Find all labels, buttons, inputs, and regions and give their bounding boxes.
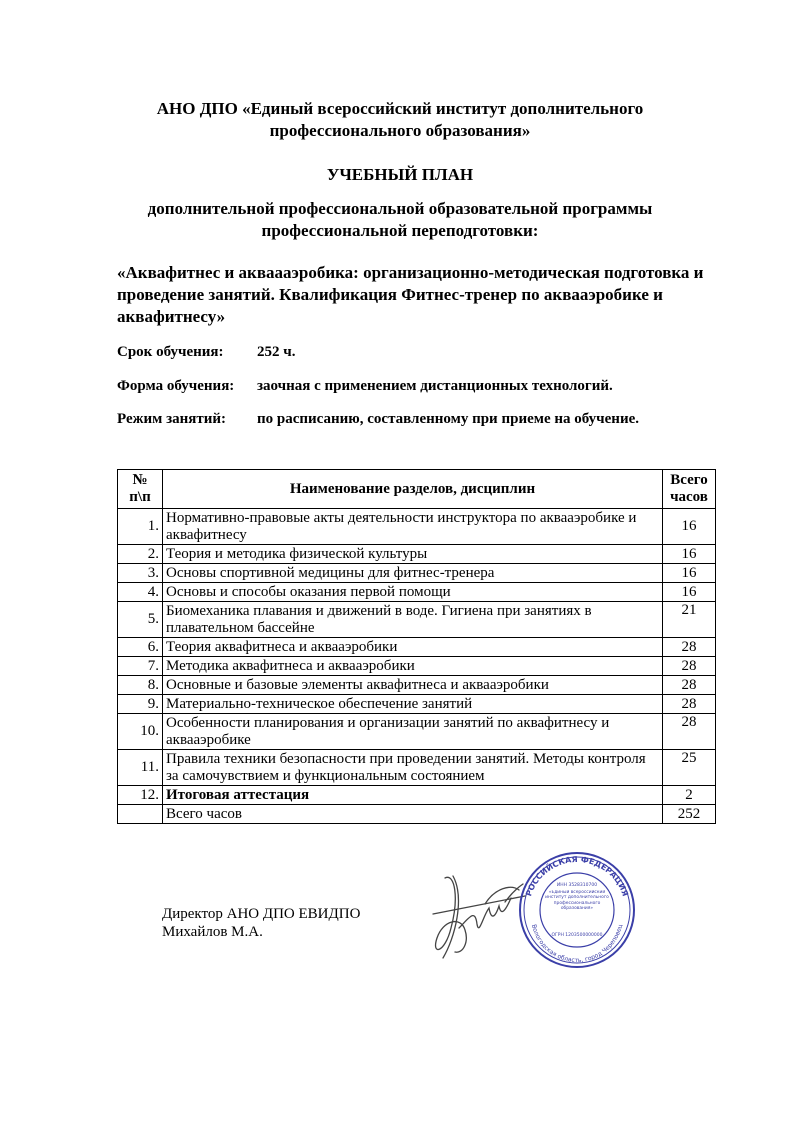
curriculum-table [117, 469, 716, 824]
table-row [118, 657, 716, 676]
row-hours: 252 [663, 805, 716, 824]
row-hours: 16 [663, 509, 716, 545]
signer-position: Директор АНО ДПО ЕВИДПО [162, 906, 361, 922]
mode-value: по расписанию, составленному при приеме на обучение. [257, 411, 639, 427]
org-line-2: профессионального образования» [269, 121, 531, 140]
term-value: 252 ч. [257, 344, 296, 360]
signer-block [162, 905, 360, 941]
row-discipline: Основные и базовые элементы аквафитнеса и аквааэробики [163, 676, 663, 695]
document-title: УЧЕБНЫЙ ПЛАН [326, 165, 474, 184]
row-number: 7. [118, 657, 163, 676]
row-number: 9. [118, 695, 163, 714]
row-hours: 16 [663, 583, 716, 602]
form-value: заочная с применением дистанционных технологий. [257, 378, 613, 394]
row-discipline: Теория и методика физической культуры [163, 545, 663, 564]
stamp-top-text: РОССИЙСКАЯ ФЕДЕРАЦИЯ [524, 854, 630, 898]
table-row [118, 602, 716, 638]
row-number: 6. [118, 638, 163, 657]
row-discipline: Нормативно-правовые акты деятельности инструктора по аквааэробике и аквафитнесу [163, 509, 663, 545]
table-row [118, 545, 716, 564]
row-discipline: Теория аквафитнеса и аквааэробики [163, 638, 663, 657]
row-discipline: Материально-техническое обеспечение занятий [163, 695, 663, 714]
row-number: 4. [118, 583, 163, 602]
organization-name [100, 98, 700, 142]
row-number: 11. [118, 750, 163, 786]
row-discipline: Всего часов [163, 805, 663, 824]
row-discipline: Биомеханика плавания и движений в воде. Гигиена при занятиях в плавательном бассейне [163, 602, 663, 638]
form-label: Форма обучения: [117, 378, 235, 394]
table-row [118, 583, 716, 602]
row-discipline: Итоговая аттестация [163, 786, 663, 805]
official-stamp [517, 850, 637, 970]
row-number: 1. [118, 509, 163, 545]
table-row [118, 564, 716, 583]
meta-form [117, 378, 613, 395]
table-row [118, 676, 716, 695]
org-line-1: АНО ДПО «Единый всероссийский институт дополнительного [156, 99, 644, 118]
meta-mode [117, 411, 639, 428]
svg-text:Вологодская область, город Чер [530, 924, 624, 964]
row-hours: 28 [663, 714, 716, 750]
table-row [118, 509, 716, 545]
row-hours: 16 [663, 545, 716, 564]
mode-label: Режим занятий: [117, 411, 227, 427]
stamp-inn: ИНН 3528310700 [556, 883, 598, 888]
stamp-bottom-text: Вологодская область, город Череповец [529, 923, 625, 965]
row-number: 3. [118, 564, 163, 583]
row-number: 5. [118, 602, 163, 638]
table-row [118, 750, 716, 786]
table-row [118, 805, 716, 824]
header-hours: Всего часов [663, 470, 716, 509]
signer-name: Михайлов М.А. [162, 924, 263, 940]
row-number: 10. [118, 714, 163, 750]
row-hours: 28 [663, 657, 716, 676]
row-discipline: Особенности планирования и организации занятий по аквафитнесу и аквааэробике [163, 714, 663, 750]
subtitle-line-2: профессиональной переподготовки: [261, 221, 539, 240]
document-subtitle [70, 198, 730, 242]
row-discipline: Основы и способы оказания первой помощи [163, 583, 663, 602]
row-discipline: Основы спортивной медицины для фитнес-тренера [163, 564, 663, 583]
table-header-row [118, 470, 716, 509]
row-hours: 25 [663, 750, 716, 786]
stamp-ogrn: ОГРН 1203500000000 [551, 933, 603, 938]
row-discipline: Методика аквафитнеса и аквааэробики [163, 657, 663, 676]
row-hours: 28 [663, 695, 716, 714]
program-title: «Аквафитнес и акваааэробика: организационно-методическая подготовка и проведение занятий. Квалификация Фитнес-тренер по аквааэробике и аквафитнесу» [117, 263, 704, 326]
table-row [118, 638, 716, 657]
meta-term [117, 344, 296, 361]
row-number [118, 805, 163, 824]
table-row [118, 714, 716, 750]
row-hours: 2 [663, 786, 716, 805]
row-number: 8. [118, 676, 163, 695]
header-num: № п\п [118, 470, 163, 509]
stamp-center-text: «Единый всероссийский институт дополнительного профессионального образования» [545, 890, 609, 912]
row-hours: 28 [663, 676, 716, 695]
row-hours: 21 [663, 602, 716, 638]
term-label: Срок обучения: [117, 344, 224, 360]
table-row [118, 786, 716, 805]
row-number: 12. [118, 786, 163, 805]
subtitle-line-1: дополнительной профессиональной образовательной программы [147, 199, 653, 218]
table-row [118, 695, 716, 714]
row-hours: 28 [663, 638, 716, 657]
row-number: 2. [118, 545, 163, 564]
row-hours: 16 [663, 564, 716, 583]
row-discipline: Правила техники безопасности при проведении занятий. Методы контроля за самочувствием и функциональным состоянием [163, 750, 663, 786]
header-name: Наименование разделов, дисциплин [163, 470, 663, 509]
table-body [118, 509, 716, 824]
